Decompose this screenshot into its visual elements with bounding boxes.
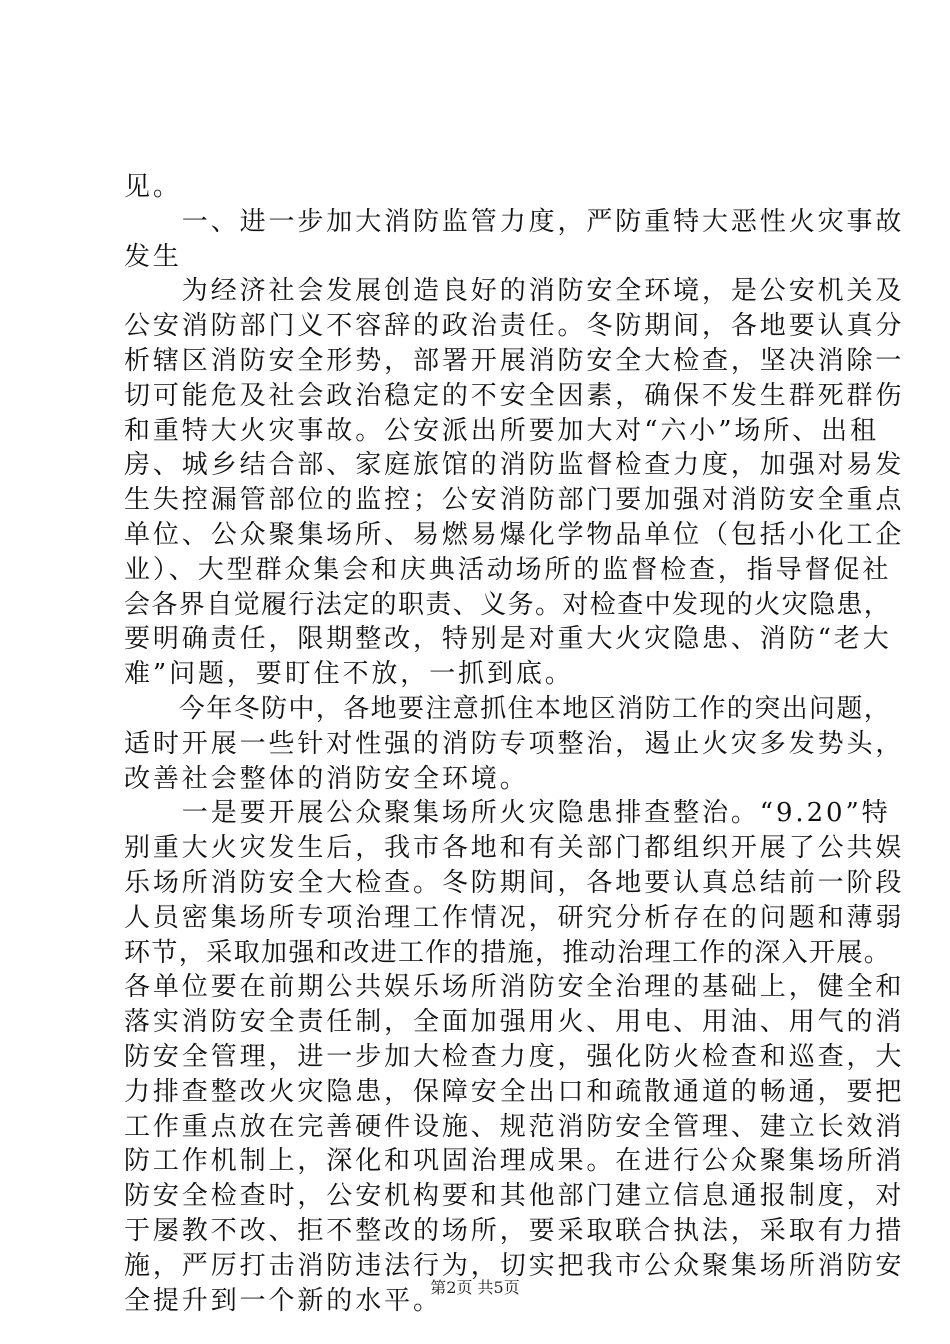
text-line: 落实消防安全责任制，全面加强用火、用电、用油、用气的消	[124, 1007, 905, 1038]
text-line: 为经济社会发展创造良好的消防安全环境，是公安机关及	[124, 276, 905, 307]
body-text	[124, 170, 905, 1318]
page-number-footer: 第2页 共5页	[430, 1278, 520, 1297]
text-line: 房、城乡结合部、家庭旅馆的消防监督检查力度，加强对易发	[124, 450, 905, 481]
section-heading-line: 一、进一步加大消防监管力度，严防重特大恶性火灾事故	[124, 206, 905, 237]
text-line: 一是要开展公众聚集场所火灾隐患排查整治。“9.20”特	[124, 798, 891, 829]
text-line: 见。	[124, 172, 182, 202]
text-line: 切可能危及社会政治稳定的不安全因素，确保不发生群死群伤	[124, 380, 905, 411]
text-line: 环节，采取加强和改进工作的措施，推动治理工作的深入开展。	[124, 937, 892, 968]
text-line: 全提升到一个新的水平。	[124, 1285, 442, 1316]
text-line: 公安消防部门义不容辞的政治责任。冬防期间，各地要认真分	[124, 311, 905, 342]
text-line: 改善社会整体的消防安全环境。	[124, 763, 529, 794]
text-line: 生失控漏管部位的监控；公安消防部门要加强对消防安全重点	[124, 485, 905, 516]
text-line: 于屡教不改、拒不整改的场所，要采取联合执法，采取有力措	[124, 1215, 905, 1246]
text-line: 别重大火灾发生后，我市各地和有关部门都组织开展了公共娱	[124, 833, 905, 864]
text-line: 单位、公众聚集场所、易燃易爆化学物品单位（包括小化工企	[124, 519, 905, 550]
text-line: 防工作机制上，深化和巩固治理成果。在进行公众聚集场所消	[124, 1146, 905, 1177]
text-line: 今年冬防中，各地要注意抓住本地区消防工作的突出问题，	[124, 693, 892, 724]
text-line: 防安全管理，进一步加大检查力度，强化防火检查和巡查，大	[124, 1041, 905, 1072]
text-line: 难”问题，要盯住不放，一抓到底。	[124, 659, 574, 690]
text-line: 各单位要在前期公共娱乐场所消防安全治理的基础上，健全和	[124, 972, 905, 1003]
text-line: 析辖区消防安全形势，部署开展消防安全大检查，坚决消除一	[124, 345, 905, 376]
text-line: 会各界自觉履行法定的职责、义务。对检查中发现的火灾隐患，	[124, 589, 892, 620]
text-line: 乐场所消防安全大检查。冬防期间，各地要认真总结前一阶段	[124, 867, 905, 898]
text-line: 施，严厉打击消防违法行为，切实把我市公众聚集场所消防安	[124, 1250, 905, 1281]
text-line: 工作重点放在完善硬件设施、规范消防安全管理、建立长效消	[124, 1111, 905, 1142]
text-line: 业）、大型群众集会和庆典活动场所的监督检查，指导督促社	[124, 554, 892, 585]
text-line: 要明确责任，限期整改，特别是对重大火灾隐患、消防“老大	[124, 624, 892, 655]
text-line: 和重特大火灾事故。公安派出所要加大对“六小”场所、出租	[124, 415, 879, 446]
section-heading-line: 发生	[124, 241, 182, 272]
text-line: 力排查整改火灾隐患，保障安全出口和疏散通道的畅通，要把	[124, 1076, 905, 1107]
text-line: 防安全检查时，公安机构要和其他部门建立信息通报制度，对	[124, 1181, 905, 1212]
text-line: 人员密集场所专项治理工作情况，研究分析存在的问题和薄弱	[124, 902, 905, 933]
text-line: 适时开展一些针对性强的消防专项整治，遏止火灾多发势头，	[124, 728, 905, 759]
